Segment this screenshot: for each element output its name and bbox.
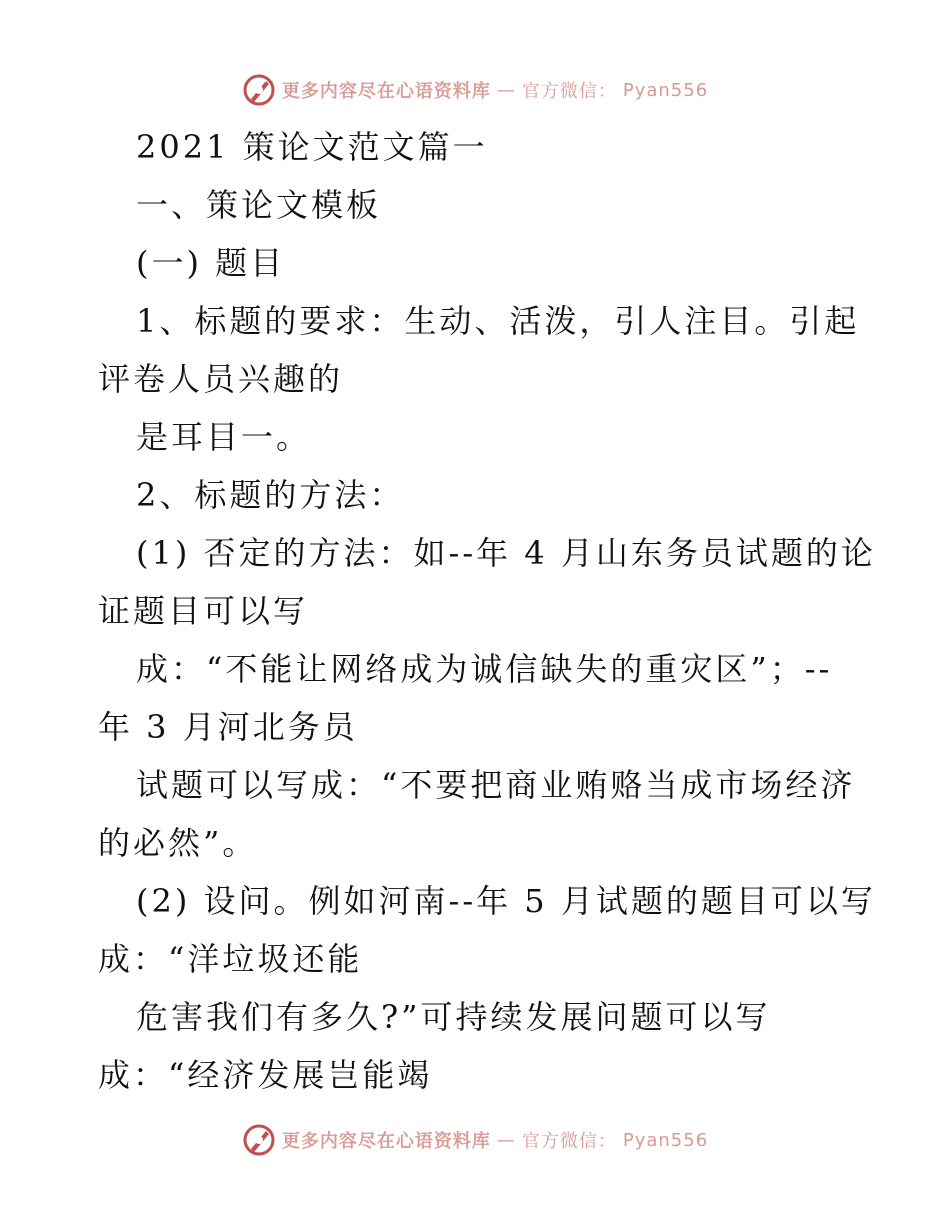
watermark-main-text: 更多内容尽在心语资料库: [281, 81, 491, 102]
watermark-sub-text: 官方微信：: [521, 1131, 617, 1152]
paragraph-line: 2、标题的方法：: [136, 476, 405, 514]
paragraph-line: 评卷人员兴趣的: [98, 360, 344, 398]
paragraph-line: 试题可以写成：“不要把商业贿赂当成市场经济: [136, 766, 856, 804]
section-heading: 一、策论文模板: [136, 186, 382, 224]
paragraph-line: (1) 否定的方法：如--年 4 月山东务员试题的论: [136, 534, 876, 572]
watermark-separator: —: [496, 1129, 516, 1151]
paragraph-line: 危害我们有多久?”可持续发展问题可以写: [136, 998, 771, 1036]
paragraph-line: 年 3 月河北务员: [98, 708, 358, 746]
paragraph-line: 证题目可以写: [98, 592, 309, 630]
watermark-wechat-id: Pyan556: [622, 1129, 709, 1151]
doc-title: 2021 策论文范文篇一: [136, 128, 488, 166]
watermark-wechat-id: Pyan556: [622, 79, 709, 101]
paragraph-line: 1、标题的要求：生动、活泼，引人注目。引起: [136, 302, 860, 340]
footer-watermark: [0, 1120, 950, 1160]
watermark-separator: —: [496, 79, 516, 101]
paragraph-line: 成：“不能让网络成为诚信缺失的重灾区”；--: [136, 650, 833, 688]
watermark-sub-text: 官方微信：: [521, 81, 617, 102]
subsection-heading: (一) 题目: [136, 244, 286, 282]
paragraph-line: 成：“经济发展岂能竭: [98, 1056, 433, 1094]
paragraph-line: (2) 设问。例如河南--年 5 月试题的题目可以写: [136, 882, 876, 920]
paragraph-line: 的必然”。: [98, 824, 258, 862]
paragraph-line: 成：“洋垃圾还能: [98, 940, 363, 978]
paragraph-line: 是耳目一。: [136, 418, 312, 456]
pen-logo-icon: [242, 1123, 276, 1157]
watermark-main-text: 更多内容尽在心语资料库: [281, 1131, 491, 1152]
